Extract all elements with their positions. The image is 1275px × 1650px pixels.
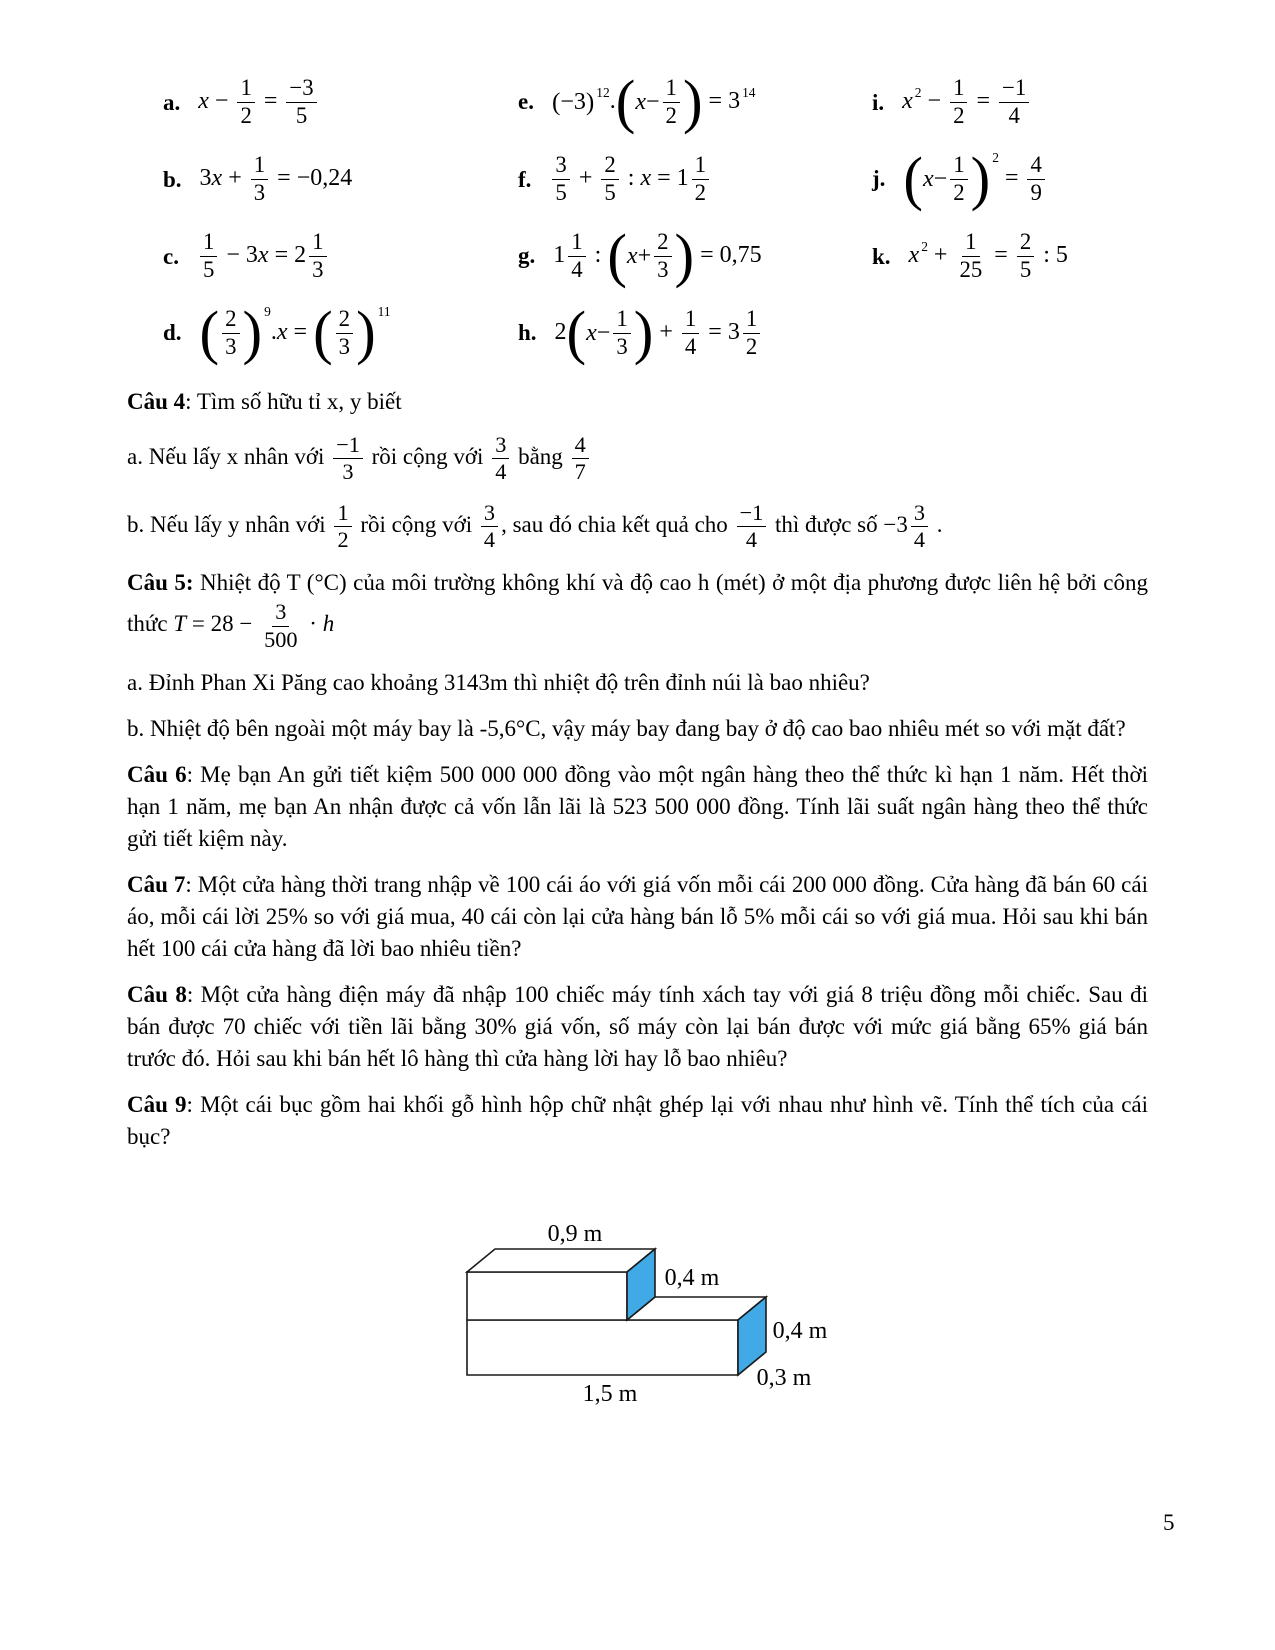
fraction: $\frac{3}{4}$ xyxy=(911,500,928,554)
lower-box-front-face xyxy=(467,1320,738,1375)
cau-5-heading: Câu 5: Nhiệt độ T (°C) của môi trường không khí và độ cao h (mét) ở một địa phương được liên hệ bởi công thức T = 28 − $\frac{3}{500}$ · h xyxy=(127,570,1148,652)
equation-label: j. xyxy=(872,166,886,192)
exponent: 2 xyxy=(914,85,922,101)
equation-math: ( −3 ) $^{12}$. ( x − $\frac{1}{2}$ ) = 3 $^{14}$ xyxy=(551,68,756,135)
equation-label: f. xyxy=(518,166,532,192)
fraction: $\frac{1}{3}$ xyxy=(309,229,326,284)
exponent: 11 xyxy=(377,304,391,320)
equation-label: b. xyxy=(163,166,182,192)
figure-label-lower-depth: 0,3 m xyxy=(756,1364,812,1391)
equation-math: 2 ( x − $\frac{1}{3}$ ) + $\frac{1}{4}$ = 3 $\frac{1}{2}$ xyxy=(555,304,764,363)
equation-math: $\frac{3}{5}$ + $\frac{2}{5}$ : x = 1 $\frac{1}{2}$ xyxy=(549,152,712,207)
equation-label: g. xyxy=(518,243,536,269)
page-content xyxy=(127,0,1148,1415)
fraction: $\frac{-1}{4}$ xyxy=(737,500,767,554)
fraction: $\frac{3}{4}$ xyxy=(481,500,498,554)
equation-i xyxy=(872,75,1148,130)
equation-math: $\frac{1}{5}$ − 3x = 2 $\frac{1}{3}$ xyxy=(197,229,330,284)
equation-label: a. xyxy=(163,89,181,115)
equation-c xyxy=(163,229,518,284)
equation-math: x $^2$ + $\frac{1}{25}$ = $\frac{2}{5}$ : 5 xyxy=(908,229,1068,282)
equation-b xyxy=(163,152,518,207)
fraction: $\frac{1}{4}$ xyxy=(682,306,699,361)
question-blocks xyxy=(127,386,1148,1153)
fraction: $\frac{1}{4}$ xyxy=(568,229,585,284)
equation-math: x $^2$ − $\frac{1}{2}$ = $\frac{-1}{4}$ xyxy=(902,75,1032,130)
upper-box-front-face xyxy=(467,1272,627,1320)
equation-d xyxy=(163,299,518,366)
cau-5-item-a: a. Đỉnh Phan Xi Păng cao khoảng 3143m thì nhiệt độ trên đỉnh núi là bao nhiêu? xyxy=(127,669,870,695)
fraction: $\frac{2}{3}$ xyxy=(336,306,353,361)
fraction: $\frac{2}{5}$ xyxy=(1017,229,1034,284)
fraction: $\frac{3}{500}$ xyxy=(264,599,298,652)
equation-g xyxy=(518,222,872,289)
fraction: $\frac{2}{3}$ xyxy=(654,229,671,284)
fraction: $\frac{1}{2}$ xyxy=(237,75,254,130)
paren-group: ( x − $\frac{1}{2}$ ) xyxy=(903,145,991,212)
fraction: $\frac{1}{2}$ xyxy=(663,75,680,130)
paren-group: ( $\frac{2}{3}$ ) xyxy=(199,299,263,366)
equation-label: k. xyxy=(872,243,891,269)
equation-math: ( x − $\frac{1}{2}$ ) $^2$ = $\frac{4}{9}$ xyxy=(903,150,1047,209)
fraction: $\frac{1}{25}$ xyxy=(959,229,983,282)
exponent: 2 xyxy=(992,150,999,166)
fraction: $\frac{2}{5}$ xyxy=(601,152,618,207)
fraction: $\frac{-1}{4}$ xyxy=(999,75,1029,130)
cau-8: Câu 8: Một cửa hàng điện máy đã nhập 100 chiếc máy tính xách tay với giá 8 triệu đồng mỗi chiếc. Sau đi bán được 70 chiếc với tiền lãi bằng 30% giá vốn, số máy còn lại bán được với mức giá bằng 65% giá bán trước đó. Hỏi sau khi bán hết lô hàng thì cửa hàng lời hay lỗ bao nhiêu? xyxy=(127,981,1148,1071)
fraction: $\frac{2}{3}$ xyxy=(222,306,239,361)
equation-k xyxy=(872,229,1148,284)
equation-math: 1 $\frac{1}{4}$ : ( x + $\frac{2}{3}$ ) = 0,75 xyxy=(553,222,762,289)
page-number: 5 xyxy=(1163,1510,1175,1535)
paren-group: ( −3 ) xyxy=(551,88,595,116)
fraction: $\frac{4}{7}$ xyxy=(572,432,589,486)
cau-7: Câu 7: Một cửa hàng thời trang nhập về 100 cái áo với giá vốn mỗi cái 200 000 đồng. Cửa hàng đã bán 60 cái áo, mỗi cái lời 25% so với giá mua, 40 cái còn lại cửa hàng bán lỗ 5% mỗi cái so với giá mua. Hỏi sau khi bán hết 100 cái cửa hàng đã lời bao nhiêu tiền? xyxy=(127,871,1148,961)
equation-h xyxy=(518,299,872,366)
paren-group: ( $\frac{2}{3}$ ) xyxy=(313,299,376,366)
figure-label-upper-depth: 0,4 m xyxy=(664,1264,720,1291)
exponent: 14 xyxy=(742,85,756,101)
cau-4-item-b: b. Nếu lấy y nhân với $\frac{1}{2}$ rồi cộng với $\frac{3}{4}$ , sau đó chia kết quả cho $\frac{-1}{4}$ thì được số −3 $\frac{3}{4}$ . xyxy=(127,499,943,552)
fraction: $\frac{-1}{3}$ xyxy=(333,432,363,486)
equation-label: d. xyxy=(163,320,182,346)
fraction: $\frac{1}{3}$ xyxy=(613,306,630,361)
exponent: 12 xyxy=(596,85,610,101)
cau-5-item-b: b. Nhiệt độ bên ngoài một máy bay là -5,6°C, vậy máy bay đang bay ở độ cao bao nhiêu mét so với mặt đất? xyxy=(127,715,1126,741)
equation-j xyxy=(872,145,1148,212)
cau-4-item-a: a. Nếu lấy x nhân với $\frac{-1}{3}$ rồi cộng với $\frac{3}{4}$ bằng $\frac{4}{7}$ xyxy=(127,432,1148,486)
fraction: $\frac{1}{2}$ xyxy=(950,152,967,207)
fraction: $\frac{1}{2}$ xyxy=(743,306,760,361)
fraction: $\frac{1}{2}$ xyxy=(950,75,967,130)
equation-e xyxy=(518,68,872,135)
upper-box-top-face xyxy=(467,1249,655,1272)
fraction: $\frac{3}{4}$ xyxy=(492,432,509,486)
podium-figure xyxy=(437,1179,841,1415)
exponent: 2 xyxy=(921,239,928,255)
paren-group: ( x + $\frac{2}{3}$ ) xyxy=(607,222,695,289)
fraction: $\frac{3}{5}$ xyxy=(552,152,569,207)
figure-label-bottom-width: 1,5 m xyxy=(582,1380,638,1407)
equation-f xyxy=(518,152,872,207)
equation-math: x − $\frac{1}{2}$ = $\frac{-3}{5}$ xyxy=(198,75,319,130)
equation-label: c. xyxy=(163,243,179,269)
equation-label: e. xyxy=(518,89,534,115)
figure-label-lower-height: 0,4 m xyxy=(772,1317,828,1344)
fraction: $\frac{4}{9}$ xyxy=(1027,152,1044,207)
equation-a xyxy=(163,75,518,130)
cau-6: Câu 6: Mẹ bạn An gửi tiết kiệm 500 000 000 đồng vào một ngân hàng theo thể thức kì hạn 1 năm. Hết thời hạn 1 năm, mẹ bạn An nhận được cả vốn lẫn lãi là 523 500 000 đồng. Tính lãi suất ngân hàng theo thể thức gửi tiết kiệm này. xyxy=(127,761,1148,851)
figure-label-top-width: 0,9 m xyxy=(547,1220,603,1247)
equation-math: 3x + $\frac{1}{3}$ = −0,24 xyxy=(199,152,353,205)
equation-label: i. xyxy=(872,89,885,115)
cau-9: Câu 9: Một cái bục gồm hai khối gỗ hình hộp chữ nhật ghép lại với nhau như hình vẽ. Tính thể tích của cái bục? xyxy=(127,1091,1148,1149)
equation-label: h. xyxy=(518,320,537,346)
paren-group: ( x − $\frac{1}{3}$ ) xyxy=(566,299,654,366)
equation-grid xyxy=(127,64,1148,372)
fraction: $\frac{1}{5}$ xyxy=(200,229,217,284)
cau-4-heading: Câu 4: Tìm số hữu tỉ x, y biết xyxy=(127,389,402,414)
fraction: $\frac{1}{3}$ xyxy=(251,152,268,207)
paren-group: ( x − $\frac{1}{2}$ ) xyxy=(615,68,703,135)
fraction: $\frac{1}{2}$ xyxy=(334,500,351,554)
fraction: $\frac{1}{2}$ xyxy=(692,152,709,207)
equation-math: ( $\frac{2}{3}$ ) $^9$.x = ( $\frac{2}{3}$ ) $^{11}$ xyxy=(199,299,391,366)
exponent: 9 xyxy=(264,304,271,320)
fraction: $\frac{-3}{5}$ xyxy=(286,75,316,130)
